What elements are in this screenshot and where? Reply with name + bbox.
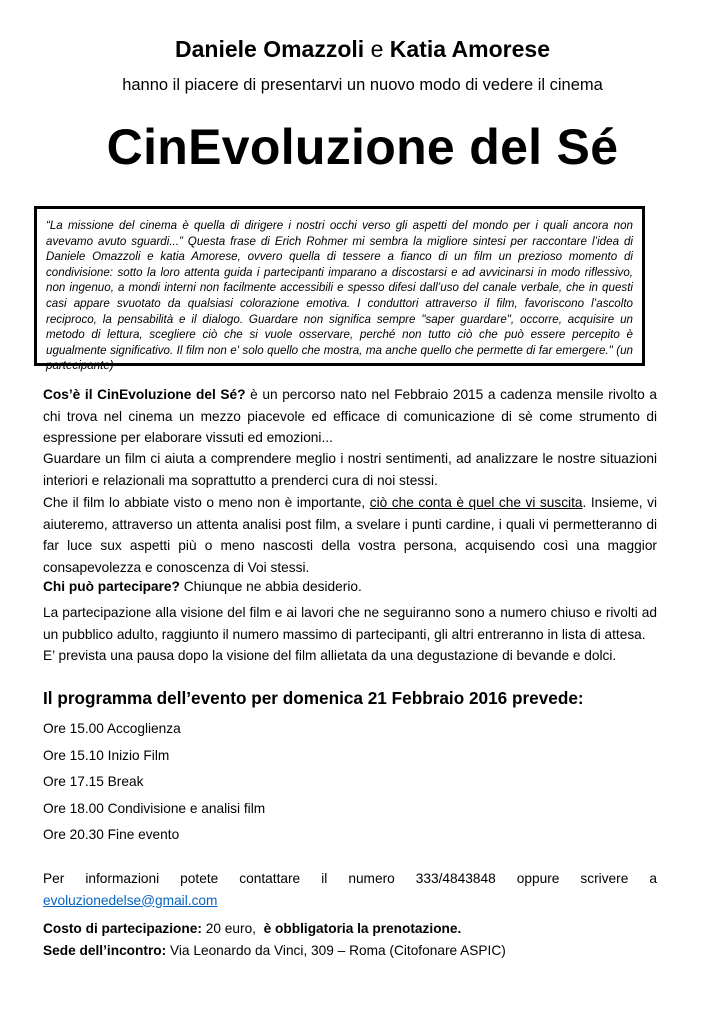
organizers-line	[0, 36, 725, 63]
cost-and-venue	[43, 918, 657, 961]
program-title: Il programma dell’evento per domenica 21 Febbraio 2016 prevede:	[43, 688, 584, 708]
who-question: Chi può partecipare?	[43, 579, 180, 594]
participation-text: La partecipazione alla visione del film e ai lavori che ne seguiranno sono a numero chiuso e rivolti ad un pubblico adulto, raggiunto il numero massimo di partecipanti, gli altri entreranno in lista di attesa.	[43, 605, 657, 642]
paragraph-analysis-before: Che il film lo abbiate visto o meno non è importante,	[43, 495, 370, 510]
paragraph-analysis-underlined: ciò che conta è quel che vi suscita	[369, 495, 583, 510]
participant-quote: “La missione del cinema è quella di dirigere i nostri occhi verso gli aspetti del mondo per i quali ancora non avevamo avuto sguardi...” Questa frase di Erich Rohmer mi sembra la migliore sintesi per raccontare l’idea di Daniele Omazzoli e katia Amorese, ovvero quella di tessere a fianco di un film un prezioso momento di condivisione: sotto la loro attenta guida i partecipanti imparano a discostarsi e ad avvicinarsi in modo riflessivo, non ingenuo, a mondi interni non facilmente accessibili e spesso difesi dall’uso del canale verbale, che in questi casi appare svuotato da qualsiasi colorazione emotiva. I conduttori attraverso il film, favoriscono l’ascolto reciproco, la pensabilità e il dialogo. Guardare non significa sempre "saper guardare", occorre, acquisire un metodo di lettura, scegliere ciò che si vuole osservare, perché non tutto ciò che può essere percepito è ugualmente significativo. Il film non e' solo quello che mostra, ma anche quello che permette di far emergere." (un partecipante)	[46, 219, 633, 373]
contact-info	[43, 868, 657, 911]
schedule-item: Ore 17.15 Break	[43, 774, 144, 790]
schedule-item: Ore 20.30 Fine evento	[43, 827, 180, 843]
paragraph-analysis-after: . Insieme, vi aiuteremo, attraverso un attenta analisi post film, a svelare i punti cardine, i quali vi permetteranno di far luce sux aspetti più o meno nascosti della vostra persona, acquisendo così una maggior consapevolezza e conoscenza di Voi stessi.	[43, 495, 657, 575]
booking-note: è obbligatoria la prenotazione.	[263, 921, 462, 936]
intro-paragraph	[43, 384, 657, 449]
venue-label: Sede dell’incontro:	[43, 942, 167, 958]
schedule-item: Ore 15.00 Accoglienza	[43, 721, 181, 736]
who-can-participate	[43, 576, 657, 598]
organizer-conjunction: e	[370, 36, 384, 62]
organizer-name-1: Daniele Omazzoli	[175, 36, 365, 62]
cost-value: 20 euro,	[201, 921, 256, 936]
venue-value: Via Leonardo da Vinci, 309 – Roma (Citofonare ASPIC)	[166, 942, 506, 958]
intro-question: Cos’è il CinEvoluzione del Sé?	[43, 387, 246, 402]
participation-paragraph	[43, 602, 657, 667]
paragraph-feelings-text: Guardare un film ci aiuta a comprendere meglio i nostri sentimenti, ad analizzare le nostre situazioni interiori e relazionali ma soprattutto a prenderci cura di noi stessi.	[43, 451, 657, 488]
page-title: CinEvoluzione del Sé	[106, 119, 619, 175]
organizer-name-2: Katia Amorese	[389, 36, 550, 62]
quote-box	[34, 206, 645, 373]
email-link[interactable]: evoluzionedelse@gmail.com	[43, 892, 218, 908]
subtitle: hanno il piacere di presentarvi un nuovo modo di vedere il cinema	[122, 76, 603, 94]
schedule-item: Ore 18.00 Condivisione e analisi film	[43, 800, 266, 816]
paragraph-feelings	[43, 448, 657, 491]
schedule-item: Ore 15.10 Inizio Film	[43, 747, 170, 763]
program-schedule	[43, 718, 265, 851]
who-answer: Chiunque ne abbia desiderio.	[179, 579, 362, 594]
intro-answer: è un percorso nato nel Febbraio 2015 a cadenza mensile rivolto a chi trova nel cinema un mezzo piacevole ed efficace di comunicazione di sè come strumento di espressione per elaborare vissuti ed emozioni...	[43, 387, 658, 446]
pause-text: E’ prevista una pausa dopo la visione del film allietata da una degustazione di bevande e dolci.	[43, 648, 617, 664]
contact-text: Per informazioni potete contattare il numero 333/4843848 oppure scrivere a	[43, 871, 657, 886]
paragraph-analysis	[43, 492, 657, 578]
cost-label: Costo di partecipazione:	[43, 921, 202, 936]
